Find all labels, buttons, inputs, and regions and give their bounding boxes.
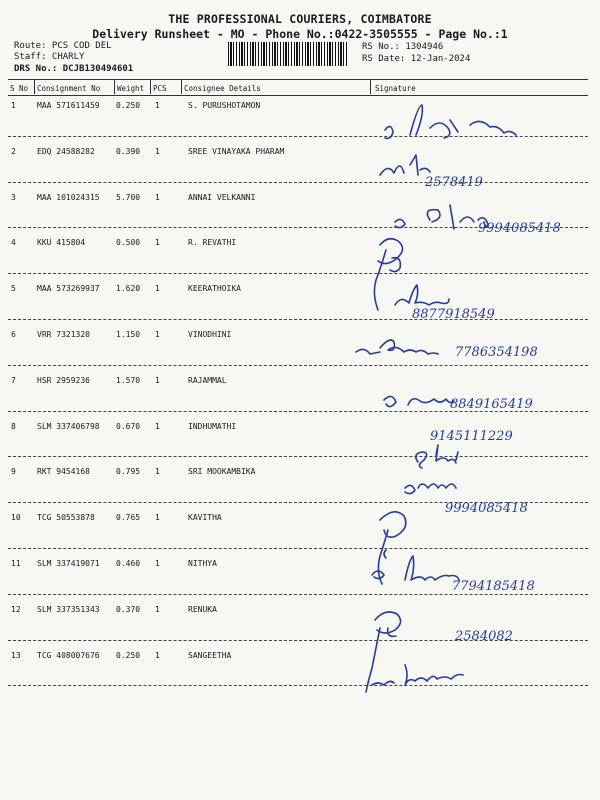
- col-divider: [114, 80, 115, 94]
- handwritten-number: 8849165419: [450, 397, 533, 412]
- row-consignment-no: MAA 573269937: [37, 284, 100, 294]
- table-top-rule: [8, 79, 588, 80]
- rs-number: RS No.: 1304946: [362, 42, 444, 52]
- drs-number: DRS No.: DCJB130494601: [14, 64, 134, 74]
- row-pcs: 1: [155, 330, 160, 339]
- row-consignee: KAVITHA: [188, 513, 222, 523]
- signature-9: [405, 484, 456, 494]
- row-consignment-no: MAA 101024315: [37, 192, 100, 202]
- row-consignee: ANNAI VELKANNI: [188, 192, 256, 202]
- row-consignment-no: SLM 337351343: [37, 604, 100, 614]
- staff-label: Staff: CHARLY: [14, 52, 85, 62]
- row-divider: [8, 411, 588, 412]
- signature-7: [384, 396, 454, 406]
- row-pcs: 1: [155, 238, 160, 248]
- row-sno: 8: [11, 421, 16, 431]
- row-consignee: S. PURUSHOTAMON: [188, 101, 261, 110]
- signature-12: [366, 612, 401, 692]
- row-consignee: SRI MOOKAMBIKA: [188, 467, 256, 477]
- row-divider: [8, 227, 588, 228]
- row-sno: 11: [11, 559, 21, 568]
- row-sno: 9: [11, 467, 16, 477]
- row-sno: 5: [11, 284, 16, 294]
- row-consignment-no: RKT 9454168: [37, 467, 90, 477]
- row-pcs: 1: [155, 146, 160, 156]
- signature-3: [395, 205, 488, 229]
- page-title: THE PROFESSIONAL COURIERS, COIMBATORE: [168, 12, 432, 26]
- handwritten-number: 9994085418: [445, 501, 528, 516]
- row-weight: 0.500: [116, 238, 141, 248]
- row-consignment-no: MAA 571611459: [37, 101, 100, 110]
- row-divider: [8, 365, 588, 366]
- row-consignment-no: KKU 415804: [37, 238, 86, 248]
- row-pcs: 1: [155, 192, 160, 202]
- handwritten-number: 2578419: [425, 175, 483, 190]
- row-sno: 1: [11, 101, 16, 110]
- col-divider: [34, 80, 35, 94]
- row-consignee: SREE VINAYAKA PHARAM: [188, 146, 285, 156]
- row-consignment-no: HSR 2959236: [37, 375, 90, 385]
- row-weight: 0.250: [116, 650, 141, 660]
- row-sno: 7: [11, 375, 16, 385]
- row-divider: [8, 502, 588, 503]
- row-consignee: NITHYA: [188, 559, 217, 568]
- handwritten-number: 9994085418: [478, 221, 561, 236]
- route-label: Route: PCS COD DEL: [14, 41, 112, 51]
- signature-2: [380, 155, 430, 175]
- row-sno: 10: [11, 513, 21, 523]
- row-divider: [8, 685, 588, 686]
- row-weight: 1.570: [116, 375, 141, 385]
- signature-6: [356, 340, 438, 354]
- col-header-consignee: Consignee Details: [184, 84, 261, 93]
- row-pcs: 1: [155, 467, 160, 477]
- handwritten-number: 7794185418: [452, 579, 535, 594]
- row-consignment-no: TCG 50553878: [37, 513, 95, 523]
- handwritten-number: 9145111229: [430, 429, 513, 444]
- handwritten-number: 7786354198: [455, 345, 538, 360]
- row-pcs: 1: [155, 650, 160, 660]
- row-consignment-no: TCG 408007676: [37, 650, 100, 660]
- row-sno: 13: [11, 650, 21, 660]
- signature-13: [372, 665, 463, 685]
- col-header-consignment: Consignment No: [37, 84, 101, 93]
- row-divider: [8, 182, 588, 183]
- row-consignee: VINODHINI: [188, 330, 232, 339]
- row-pcs: 1: [155, 284, 160, 294]
- row-consignee: RENUKA: [188, 604, 217, 614]
- row-divider: [8, 319, 588, 320]
- row-weight: 0.460: [116, 559, 141, 568]
- col-header-weight: Weight: [117, 84, 145, 93]
- row-consignment-no: SLM 337406798: [37, 421, 100, 431]
- col-divider: [370, 80, 371, 94]
- col-divider: [150, 80, 151, 94]
- row-divider: [8, 640, 588, 641]
- row-weight: 0.370: [116, 604, 141, 614]
- row-weight: 1.150: [116, 330, 141, 339]
- row-consignee: INDHUMATHI: [188, 421, 237, 431]
- rs-date: RS Date: 12-Jan-2024: [362, 54, 471, 64]
- barcode: [228, 42, 348, 66]
- handwritten-number: 2584082: [455, 629, 513, 644]
- row-pcs: 1: [155, 559, 160, 568]
- page-subtitle: Delivery Runsheet - MO - Phone No.:0422-3505555 - Page No.:1: [92, 27, 508, 41]
- row-sno: 12: [11, 604, 21, 614]
- col-header-pcs: PCS: [153, 84, 167, 93]
- col-header-sno: S No: [10, 84, 29, 93]
- row-weight: 1.620: [116, 284, 141, 294]
- row-weight: 5.700: [116, 192, 141, 202]
- row-sno: 6: [11, 330, 16, 339]
- signature-1: [385, 105, 516, 138]
- row-weight: 0.390: [116, 146, 141, 156]
- row-pcs: 1: [155, 513, 160, 523]
- signature-5: [395, 285, 449, 305]
- row-sno: 3: [11, 192, 16, 202]
- row-pcs: 1: [155, 375, 160, 385]
- row-consignee: RAJAMMAL: [188, 375, 227, 385]
- row-weight: 0.670: [116, 421, 141, 431]
- row-divider: [8, 273, 588, 274]
- row-weight: 0.795: [116, 467, 141, 477]
- handwritten-number: 8877918549: [412, 307, 495, 322]
- row-consignment-no: EDQ 24588282: [37, 146, 95, 156]
- row-weight: 0.250: [116, 101, 141, 110]
- signature-11: [372, 556, 459, 580]
- row-consignment-no: VRR 7321320: [37, 330, 90, 339]
- row-sno: 2: [11, 146, 16, 156]
- col-divider: [181, 80, 182, 94]
- row-pcs: 1: [155, 604, 160, 614]
- row-consignee: KEERATHOIKA: [188, 284, 241, 294]
- row-divider: [8, 548, 588, 549]
- col-header-signature: Signature: [375, 84, 416, 93]
- table-header-rule: [8, 95, 588, 96]
- row-divider: [8, 456, 588, 457]
- row-consignee: SANGEETHA: [188, 650, 232, 660]
- row-divider: [8, 594, 588, 595]
- row-pcs: 1: [155, 421, 160, 431]
- row-weight: 0.765: [116, 513, 141, 523]
- row-consignee: R. REVATHI: [188, 238, 237, 248]
- row-divider: [8, 136, 588, 137]
- signature-4: [374, 239, 402, 310]
- row-sno: 4: [11, 238, 16, 248]
- row-consignment-no: SLM 337419071: [37, 559, 100, 568]
- row-pcs: 1: [155, 101, 160, 110]
